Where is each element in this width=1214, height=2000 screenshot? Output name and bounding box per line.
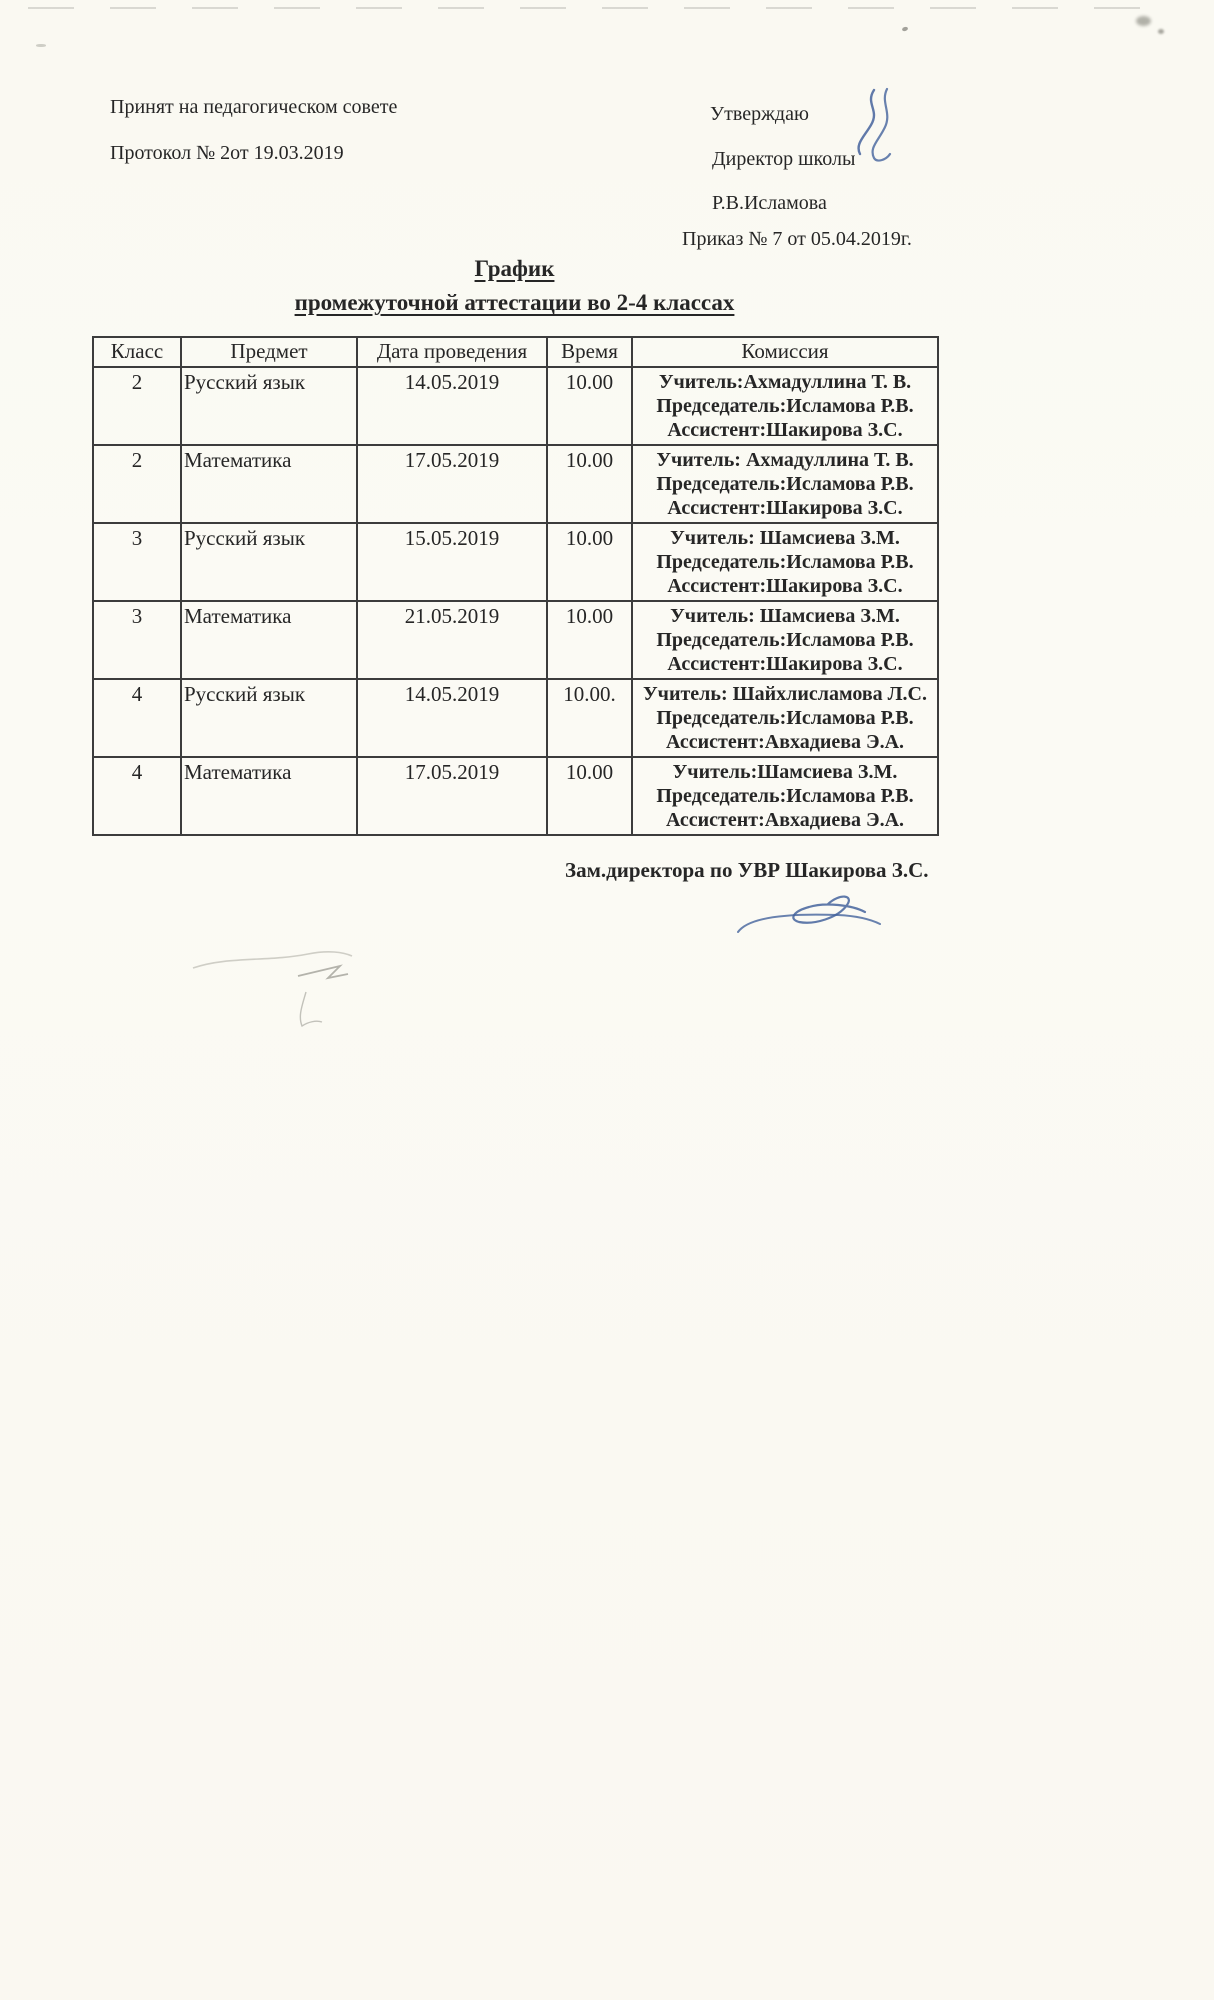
deputy-signature-icon <box>728 888 893 948</box>
director-label: Директор школы <box>712 148 856 170</box>
scan-artifact <box>901 26 908 32</box>
table-header-row <box>93 337 938 367</box>
table-row <box>93 367 938 445</box>
commission-teacher: Учитель: Шайхлисламова Л.С. <box>643 683 927 705</box>
table-row <box>93 523 938 601</box>
subject-cell: Математика <box>181 445 357 523</box>
commission-teacher: Учитель: Шамсиева З.М. <box>670 527 900 549</box>
scan-artifact <box>1158 29 1164 34</box>
class-cell: 2 <box>93 445 181 523</box>
time-cell: 10.00 <box>547 523 632 601</box>
commission-assistant: Ассистент:Авхадиева Э.А. <box>665 731 905 753</box>
table-row <box>93 679 938 757</box>
subject-cell: Математика <box>181 757 357 835</box>
scan-artifact <box>36 44 46 47</box>
time-cell: 10.00. <box>547 679 632 757</box>
col-header-class: Класс <box>93 337 181 367</box>
class-cell: 3 <box>93 601 181 679</box>
col-header-time: Время <box>547 337 632 367</box>
date-cell: 15.05.2019 <box>357 523 547 601</box>
title-line-2: промежуточной аттестации во 2-4 классах <box>294 290 735 315</box>
commission-assistant: Ассистент:Шакирова З.С. <box>667 419 903 441</box>
document-title <box>92 252 937 320</box>
commission-assistant: Ассистент:Авхадиева Э.А. <box>665 809 905 831</box>
time-cell: 10.00 <box>547 445 632 523</box>
commission-chair: Председатель:Исламова Р.В. <box>656 629 914 651</box>
date-cell: 21.05.2019 <box>357 601 547 679</box>
col-header-date: Дата проведения <box>357 337 547 367</box>
commission-chair: Председатель:Исламова Р.В. <box>656 707 914 729</box>
commission-cell <box>632 757 938 835</box>
director-signature-icon <box>834 84 906 168</box>
date-cell: 17.05.2019 <box>357 757 547 835</box>
commission-cell <box>632 523 938 601</box>
commission-chair: Председатель:Исламова Р.В. <box>656 395 914 417</box>
scan-artifact <box>1136 16 1151 26</box>
scan-artifact <box>28 7 1148 9</box>
date-cell: 14.05.2019 <box>357 367 547 445</box>
col-header-subject: Предмет <box>181 337 357 367</box>
commission-cell <box>632 601 938 679</box>
time-cell: 10.00 <box>547 757 632 835</box>
commission-assistant: Ассистент:Шакирова З.С. <box>667 575 903 597</box>
title-line-1: График <box>474 256 555 281</box>
subject-cell: Математика <box>181 601 357 679</box>
subject-cell: Русский язык <box>181 367 357 445</box>
subject-cell: Русский язык <box>181 679 357 757</box>
commission-cell <box>632 679 938 757</box>
commission-cell <box>632 367 938 445</box>
commission-chair: Председатель:Исламова Р.В. <box>656 785 914 807</box>
commission-teacher: Учитель: Шамсиева З.М. <box>670 605 900 627</box>
time-cell: 10.00 <box>547 601 632 679</box>
subject-cell: Русский язык <box>181 523 357 601</box>
commission-assistant: Ассистент:Шакирова З.С. <box>667 653 903 675</box>
assessment-schedule-table <box>92 336 939 836</box>
commission-teacher: Учитель: Ахмадуллина Т. В. <box>656 449 914 471</box>
approve-label: Утверждаю <box>710 103 809 125</box>
time-cell: 10.00 <box>547 367 632 445</box>
class-cell: 4 <box>93 679 181 757</box>
director-name: Р.В.Исламова <box>712 192 827 214</box>
class-cell: 4 <box>93 757 181 835</box>
commission-chair: Председатель:Исламова Р.В. <box>656 473 914 495</box>
commission-teacher: Учитель:Шамсиева З.М. <box>672 761 898 783</box>
col-header-commission: Комиссия <box>632 337 938 367</box>
commission-cell <box>632 445 938 523</box>
commission-chair: Председатель:Исламова Р.В. <box>656 551 914 573</box>
table-row <box>93 601 938 679</box>
accepted-note-line: Принят на педагогическом совете <box>110 96 398 118</box>
scan-artifact <box>188 946 358 976</box>
table-row <box>93 445 938 523</box>
commission-assistant: Ассистент:Шакирова З.С. <box>667 497 903 519</box>
date-cell: 17.05.2019 <box>357 445 547 523</box>
order-line: Приказ № 7 от 05.04.2019г. <box>682 228 912 250</box>
class-cell: 3 <box>93 523 181 601</box>
date-cell: 14.05.2019 <box>357 679 547 757</box>
protocol-line: Протокол № 2от 19.03.2019 <box>110 142 344 164</box>
table-row <box>93 757 938 835</box>
scan-artifact <box>288 962 368 1032</box>
deputy-signoff: Зам.директора по УВР Шакирова З.С. <box>565 858 929 882</box>
commission-teacher: Учитель:Ахмадуллина Т. В. <box>658 371 912 393</box>
class-cell: 2 <box>93 367 181 445</box>
